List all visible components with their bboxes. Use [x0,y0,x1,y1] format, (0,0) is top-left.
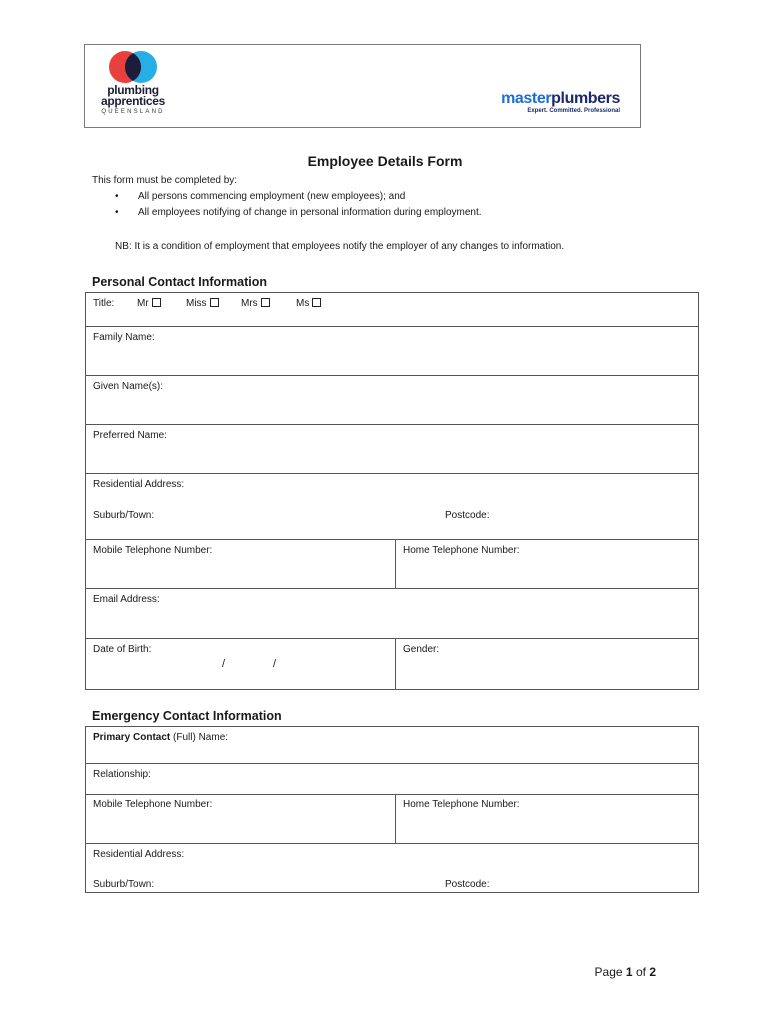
master-plumbers-tagline: Expert. Committed. Professional [527,108,620,114]
given-names-label: Given Name(s): [93,381,164,392]
checkbox-icon[interactable] [152,298,161,307]
primary-contact-rest: (Full) Name: [170,732,229,743]
preferred-name-field[interactable] [86,425,698,474]
suburb-label: Suburb/Town: [93,510,155,521]
bullet-text: All employees notifying of change in personal information during employment. [138,207,482,218]
primary-contact-bold: Primary Contact [93,732,171,743]
title-option-mrs[interactable] [241,298,270,309]
logo-text-line2: apprentices [100,94,166,108]
form-title: Employee Details Form [307,153,463,169]
master-plumbers-logo [501,91,620,114]
given-names-field[interactable] [86,376,698,425]
total-pages: 2 [649,965,656,979]
plumbing-apprentices-logo [93,49,173,121]
current-page: 1 [625,965,633,979]
bullet-dot: • [115,207,119,218]
emergency-postcode-label: Postcode: [445,879,490,890]
emergency-contact-table [85,726,699,893]
relationship-label: Relationship: [93,769,151,780]
title-option-mr[interactable] [137,298,161,309]
bullet-text: All persons commencing employment (new employees); and [138,191,406,202]
cell-divider [395,540,396,588]
residential-address-field[interactable] [86,474,698,540]
dob-separator: / [222,658,226,670]
of-word: of [635,965,646,979]
emergency-suburb-label: Suburb/Town: [93,879,155,890]
title-option-miss[interactable] [186,298,219,309]
title-row [86,293,698,327]
cell-divider [395,795,396,843]
logo-text-line3: QUEENSLAND [101,109,165,115]
option-label: Ms [296,298,310,309]
relationship-field[interactable] [86,764,698,795]
page-number [595,965,656,979]
dob-label: Date of Birth: [93,644,152,655]
phone-row [86,540,698,589]
logo-text-line1: plumbing [107,83,159,97]
dob-gender-row [86,639,698,689]
primary-contact-field[interactable] [86,727,698,764]
email-field[interactable] [86,589,698,639]
cell-divider [395,639,396,689]
option-label: Mrs [241,298,258,309]
gender-label: Gender: [403,644,440,655]
personal-contact-table [85,292,699,690]
checkbox-icon[interactable] [261,298,270,307]
master-plumbers-wordmark [501,91,620,107]
mobile-phone-label: Mobile Telephone Number: [93,545,213,556]
dob-separator: / [273,658,277,670]
emergency-phone-row [86,795,698,844]
bullet-dot: • [115,191,119,202]
overlapping-circles-icon [105,49,161,85]
wordmark-part1: master [501,90,552,107]
page-word: Page [594,965,623,979]
emergency-mobile-label: Mobile Telephone Number: [93,799,213,810]
emergency-home-label: Home Telephone Number: [403,799,520,810]
emergency-section-heading: Emergency Contact Information [92,709,282,723]
option-label: Mr [137,298,149,309]
option-label: Miss [186,298,207,309]
checkbox-icon[interactable] [210,298,219,307]
primary-contact-label [93,732,228,743]
residential-address-label: Residential Address: [93,479,185,490]
emergency-address-label: Residential Address: [93,849,185,860]
intro-text: This form must be completed by: [92,175,238,186]
postcode-label: Postcode: [445,510,490,521]
email-label: Email Address: [93,594,160,605]
title-option-ms[interactable] [296,298,321,309]
personal-section-heading: Personal Contact Information [92,275,268,289]
checkbox-icon[interactable] [312,298,321,307]
title-label: Title: [93,298,115,309]
nb-note: NB: It is a condition of employment that employees notify the employer of any changes to information. [115,241,565,252]
wordmark-part2: plumbers [551,90,620,107]
home-phone-label: Home Telephone Number: [403,545,520,556]
emergency-address-field[interactable] [86,844,698,892]
family-name-field[interactable] [86,327,698,376]
preferred-name-label: Preferred Name: [93,430,167,441]
header-logo-box [84,44,641,128]
family-name-label: Family Name: [93,332,155,343]
